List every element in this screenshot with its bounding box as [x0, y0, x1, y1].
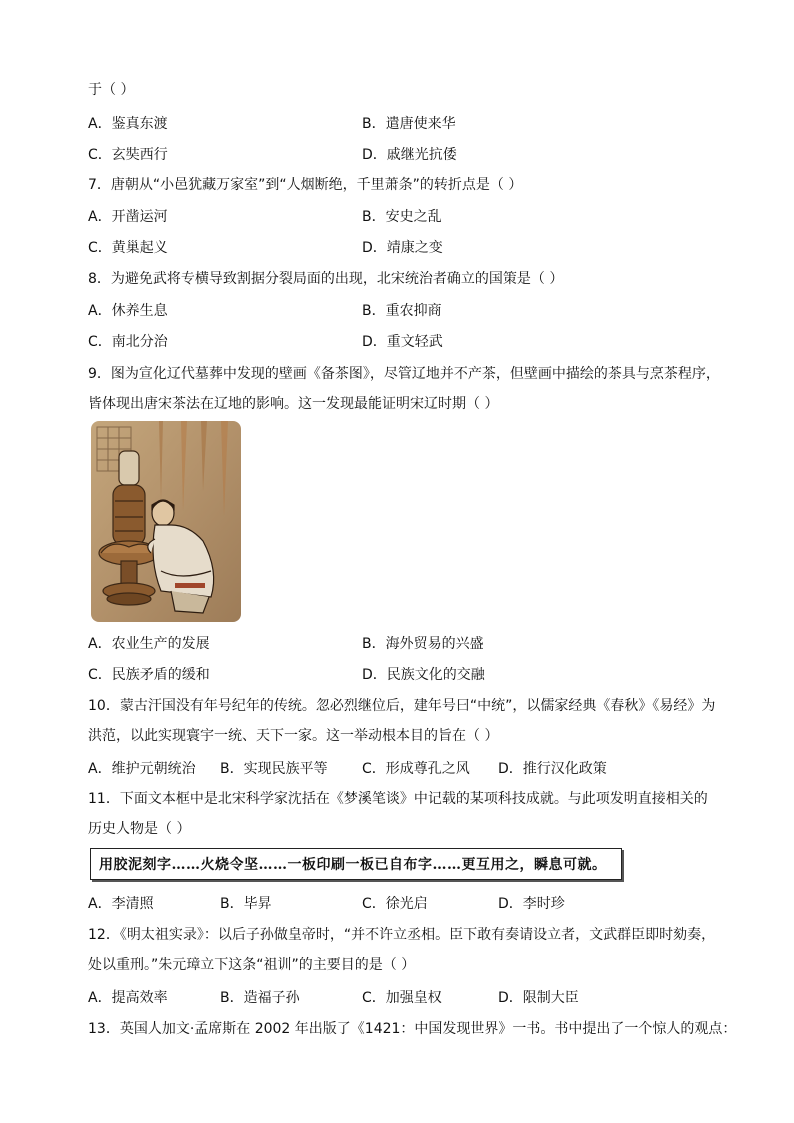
q6-option-d: D．戚继光抗倭 — [362, 147, 457, 163]
q11-option-b: B．毕昇 — [220, 896, 272, 912]
q9-option-a: A．农业生产的发展 — [88, 636, 210, 652]
q12-option-d: D．限制大臣 — [498, 990, 579, 1006]
mengxi-bitan-quote-text: 用胶泥刻字……火烧令坚……一板印刷一板已自布字……更互用之，瞬息可就。 — [99, 857, 607, 873]
q11-option-d: D．李时珍 — [498, 896, 565, 912]
q9-option-d: D．民族文化的交融 — [362, 667, 485, 683]
q7-option-b: B．安史之乱 — [362, 209, 442, 225]
q10-option-c: C．形成尊孔之风 — [362, 761, 470, 777]
q11-stem-line1: 11．下面文本框中是北宋科学家沈括在《梦溪笔谈》中记载的某项科技成就。与此项发明直接相关的 — [88, 791, 708, 807]
q8-option-c: C．南北分治 — [88, 334, 168, 350]
q12-option-c: C．加强皇权 — [362, 990, 442, 1006]
q12-stem-line1: 12．《明太祖实录》：以后子孙做皇帝时，“并不许立丞相。臣下敢有奏请设立者，文武群臣即时劾奏， — [88, 927, 716, 943]
q12-option-b: B．造福子孙 — [220, 990, 300, 1006]
q10-stem-line1: 10．蒙古汗国没有年号纪年的传统。忽必烈继位后，建年号曰“中统”，以儒家经典《春秋》《易经》为 — [88, 698, 716, 714]
q6-option-c: C．玄奘西行 — [88, 147, 168, 163]
q8-stem: 8．为避免武将专横导致割据分裂局面的出现，北宋统治者确立的国策是（ ） — [88, 271, 564, 287]
q11-stem-line2: 历史人物是（ ） — [88, 821, 191, 837]
q7-option-c: C．黄巢起义 — [88, 240, 168, 256]
q6-stem-tail: 于（ ） — [88, 82, 135, 98]
q7-option-d: D．靖康之变 — [362, 240, 443, 256]
q10-option-b: B．实现民族平等 — [220, 761, 328, 777]
q11-option-a: A．李清照 — [88, 896, 154, 912]
q10-option-d: D．推行汉化政策 — [498, 761, 607, 777]
q6-option-a: A．鉴真东渡 — [88, 116, 168, 132]
q9-option-c: C．民族矛盾的缓和 — [88, 667, 210, 683]
q12-option-a: A．提高效率 — [88, 990, 168, 1006]
q6-option-b: B．遣唐使来华 — [362, 116, 456, 132]
q7-stem: 7．唐朝从“小邑犹藏万家室”到“人烟断绝，千里萧条”的转折点是（ ） — [88, 177, 523, 193]
q7-option-a: A．开凿运河 — [88, 209, 168, 225]
q9-stem-line1: 9．图为宣化辽代墓葬中发现的壁画《备茶图》，尽管辽地并不产茶，但壁画中描绘的茶具与烹茶程序， — [88, 366, 720, 382]
mengxi-bitan-quote-box — [90, 848, 622, 880]
q8-option-a: A．休养生息 — [88, 303, 168, 319]
q13-stem-line1: 13．英国人加文·孟席斯在 2002 年出版了《1421：中国发现世界》一书。书中提出了一个惊人的观点： — [88, 1021, 737, 1037]
q10-stem-line2: 洪范，以此实现寰宇一统、天下一家。这一举动根本目的旨在（ ） — [88, 728, 499, 744]
q8-option-d: D．重文轻武 — [362, 334, 443, 350]
q11-option-c: C．徐光启 — [362, 896, 428, 912]
q9-option-b: B．海外贸易的兴盛 — [362, 636, 484, 652]
q8-option-b: B．重农抑商 — [362, 303, 442, 319]
q10-option-a: A．维护元朝统治 — [88, 761, 196, 777]
tea-preparation-mural-image — [91, 421, 241, 622]
q9-stem-line2: 皆体现出唐宋茶法在辽地的影响。这一发现最能证明宋辽时期（ ） — [88, 396, 499, 412]
q12-stem-line2: 处以重刑。”朱元璋立下这条“祖训”的主要目的是（ ） — [88, 957, 416, 973]
